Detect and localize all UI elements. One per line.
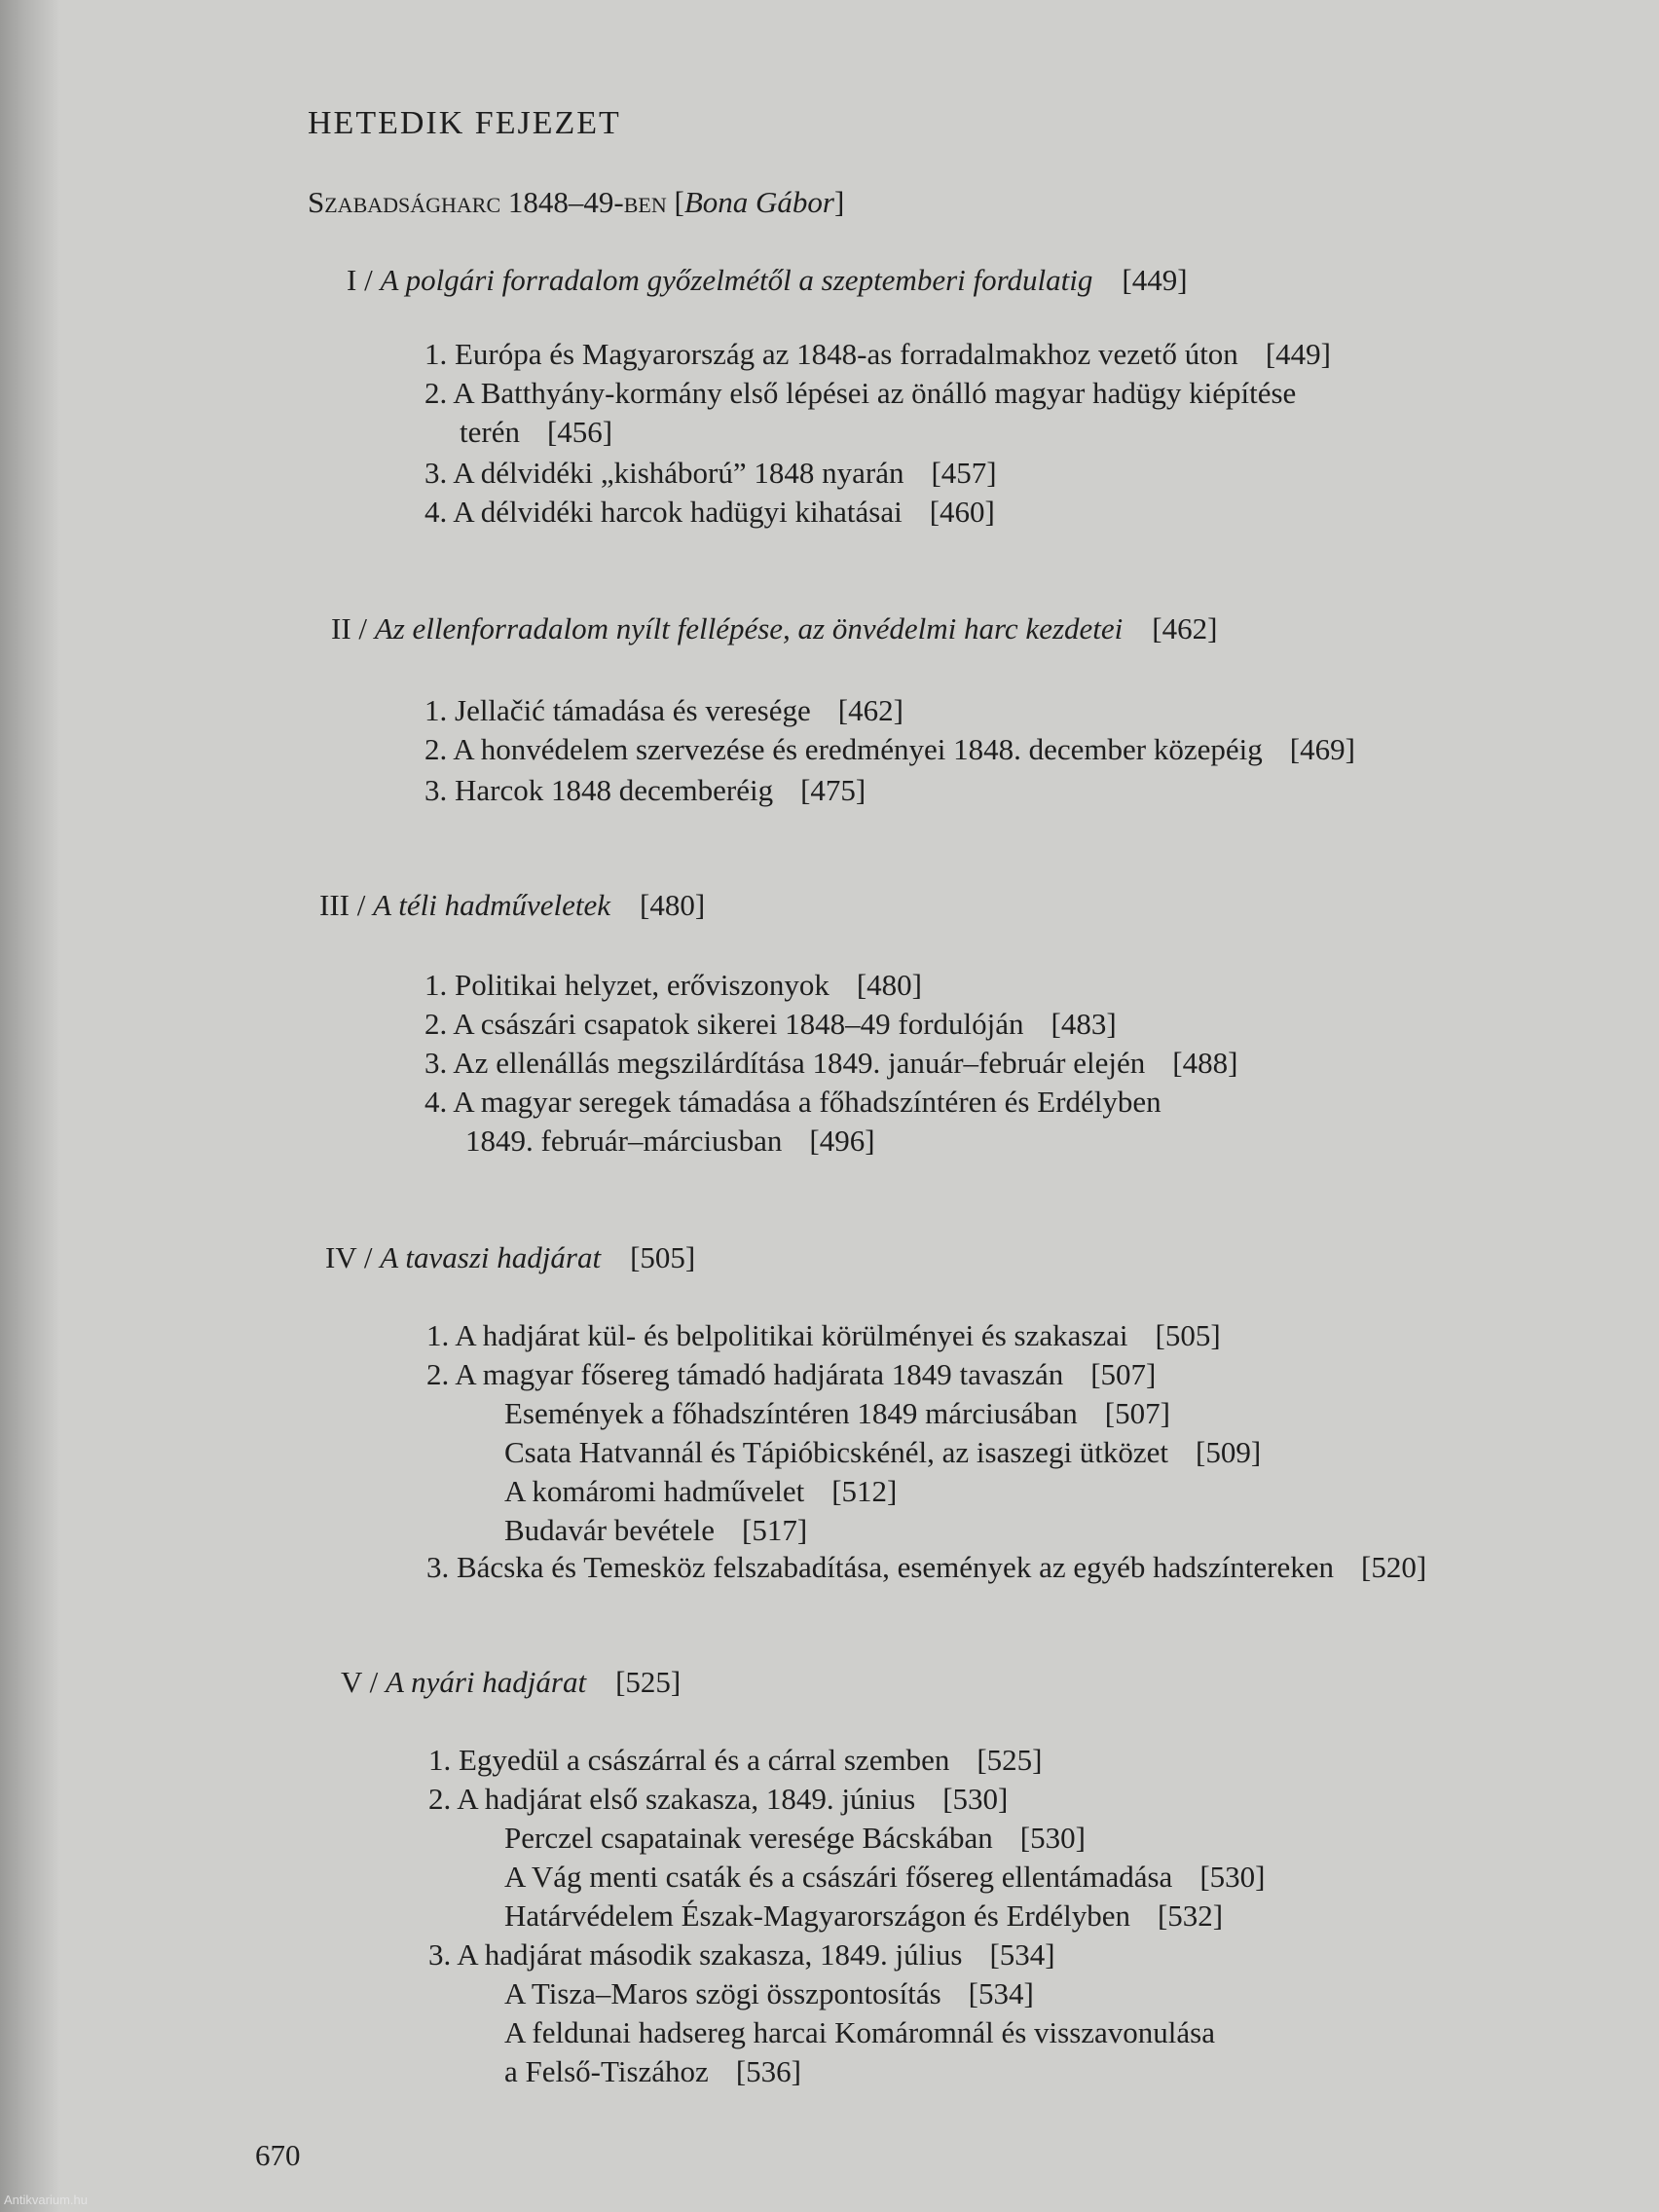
entry-title-continued: 1849. február–márciusban	[465, 1124, 783, 1158]
entry-title: Politikai helyzet, erőviszonyok	[455, 968, 830, 1002]
part-v-heading	[341, 1665, 681, 1700]
entry-page: [530]	[942, 1782, 1009, 1816]
subentry-page: [512]	[831, 1474, 898, 1508]
entry-page: [534]	[989, 1937, 1055, 1972]
part-page: [449]	[1122, 263, 1188, 297]
subentry-title: A feldunai hadsereg harcai Komáromnál és visszavonulása	[504, 2015, 1215, 2049]
entry-number: 3.	[424, 1046, 448, 1080]
entry-page: [488]	[1172, 1046, 1238, 1080]
toc-entry	[424, 1044, 1237, 1083]
entry-title: A honvédelem szervezése és eredményei 1848. december közepéig	[453, 732, 1263, 766]
toc-subentry	[504, 1472, 897, 1511]
subentry-page: [507]	[1104, 1396, 1170, 1430]
entry-title: A délvidéki harcok hadügyi kihatásai	[453, 495, 903, 529]
subentry-page: [530]	[1199, 1860, 1266, 1894]
entry-title: A magyar fősereg támadó hadjárata 1849 tavaszán	[455, 1357, 1064, 1391]
toc-entry-continuation	[465, 1122, 875, 1161]
entry-number: 2.	[426, 1357, 450, 1391]
entry-page: [469]	[1289, 732, 1355, 766]
part-numeral: III	[319, 888, 350, 922]
toc-subentry	[504, 1433, 1261, 1472]
part-numeral: IV	[325, 1240, 357, 1274]
entry-page: [457]	[931, 456, 997, 490]
toc-entry-continuation	[460, 413, 612, 452]
part-ii-heading	[331, 611, 1217, 646]
toc-entry	[424, 771, 866, 810]
entry-page: [480]	[856, 968, 922, 1002]
toc-subentry	[504, 1897, 1223, 1936]
part-iv-heading	[325, 1240, 695, 1275]
toc-entry	[424, 966, 922, 1005]
entry-title: Harcok 1848 decemberéig	[455, 773, 774, 807]
part-numeral: II	[331, 611, 351, 645]
entry-number: 4.	[424, 495, 448, 529]
part-title: A tavaszi hadjárat	[380, 1240, 602, 1274]
part-title: A nyári hadjárat	[385, 1665, 587, 1699]
part-separator: /	[349, 888, 374, 922]
entry-title: Európa és Magyarország az 1848-as forradalmakhoz vezető úton	[455, 337, 1238, 371]
entry-number: 1.	[428, 1743, 452, 1777]
entry-title: A hadjárat második szakasza, 1849. július	[457, 1937, 963, 1972]
section-heading	[308, 185, 844, 220]
section-title-suffix: ben	[623, 185, 667, 219]
subentry-title: A Tisza–Maros szögi összpontosítás	[504, 1976, 941, 2010]
entry-page: [520]	[1361, 1550, 1427, 1584]
entry-number: 2.	[424, 1007, 448, 1041]
section-author: Bona Gábor	[683, 185, 834, 219]
entry-page: [475]	[800, 773, 866, 807]
toc-entry	[424, 1005, 1117, 1044]
subentry-page: [509]	[1196, 1435, 1262, 1469]
section-title: Szabadságharc	[308, 185, 501, 219]
entry-title: A hadjárat első szakasza, 1849. június	[457, 1782, 916, 1816]
entry-title-continued: terén	[460, 415, 520, 449]
part-separator: /	[350, 611, 375, 645]
subentry-page: [534]	[968, 1976, 1034, 2010]
entry-title: A délvidéki „kisháború” 1848 nyarán	[453, 456, 904, 490]
toc-subentry-continuation	[504, 2052, 801, 2091]
entry-page: [483]	[1051, 1007, 1117, 1041]
subentry-title-continued: a Felső-Tiszához	[504, 2054, 709, 2088]
part-page: [462]	[1152, 611, 1218, 645]
part-title: Az ellenforradalom nyílt fellépése, az önvédelmi harc kezdetei	[374, 611, 1124, 645]
toc-subentry	[504, 1511, 807, 1550]
toc-entry	[426, 1355, 1156, 1394]
subentry-page: [532]	[1157, 1899, 1224, 1933]
entry-page: [507]	[1090, 1357, 1157, 1391]
entry-page: [456]	[546, 415, 613, 449]
subentry-title: Budavár bevétele	[504, 1513, 716, 1547]
part-separator: /	[361, 1665, 386, 1699]
entry-title: Egyedül a császárral és a cárral szemben	[459, 1743, 950, 1777]
entry-title: A magyar seregek támadása a főhadszíntéren és Erdélyben	[453, 1085, 1161, 1119]
entry-number: 3.	[424, 456, 448, 490]
toc-entry	[428, 1780, 1008, 1819]
entry-title: Bácska és Temesköz felszabadítása, események az egyéb hadszíntereken	[457, 1550, 1335, 1584]
entry-number: 1.	[426, 1318, 450, 1352]
watermark: Antikvarium.hu	[4, 2193, 88, 2207]
subentry-page: [530]	[1019, 1821, 1086, 1855]
entry-number: 3.	[424, 773, 448, 807]
entry-title: A Batthyány-kormány első lépései az önálló magyar hadügy kiépítése	[453, 376, 1297, 410]
entry-page: [449]	[1265, 337, 1331, 371]
toc-entry	[424, 730, 1355, 769]
entry-page: [496]	[809, 1124, 875, 1158]
part-page: [525]	[615, 1665, 682, 1699]
entry-number: 1.	[424, 968, 448, 1002]
part-i-heading	[347, 263, 1188, 298]
entry-number: 2.	[424, 376, 448, 410]
entry-title: Jellačić támadása és veresége	[455, 693, 811, 727]
bracket-open: [	[666, 185, 684, 219]
toc-entry	[428, 1936, 1055, 1974]
part-numeral: I	[347, 263, 357, 297]
toc-entry	[428, 1741, 1042, 1780]
part-page: [480]	[640, 888, 706, 922]
subentry-title: A Vág menti csaták és a császári fősereg ellentámadása	[504, 1860, 1173, 1894]
toc-subentry	[504, 1858, 1265, 1897]
entry-number: 3.	[426, 1550, 450, 1584]
subentry-title: Események a főhadszíntéren 1849 márciusában	[504, 1396, 1078, 1430]
toc-entry	[424, 454, 997, 493]
toc-subentry	[504, 2013, 1215, 2052]
subentry-title: Határvédelem Észak-Magyarországon és Erdélyben	[504, 1899, 1130, 1933]
subentry-page: [517]	[742, 1513, 808, 1547]
toc-subentry	[504, 1394, 1170, 1433]
toc-subentry	[504, 1974, 1034, 2013]
toc-entry	[424, 335, 1331, 374]
entry-title: Az ellenállás megszilárdítása 1849. január–február elején	[453, 1046, 1146, 1080]
page-number: 670	[255, 2138, 301, 2172]
entry-number: 1.	[424, 337, 448, 371]
part-title: A polgári forradalom győzelmétől a szeptemberi fordulatig	[380, 263, 1093, 297]
bracket-close: ]	[833, 185, 845, 219]
entry-number: 2.	[428, 1782, 452, 1816]
book-binding-shadow	[0, 0, 60, 2212]
entry-number: 1.	[424, 693, 448, 727]
entry-title: A hadjárat kül- és belpolitikai körülményei és szakaszai	[455, 1318, 1128, 1352]
part-separator: /	[356, 1240, 381, 1274]
subentry-title: Csata Hatvannál és Tápióbicskénél, az isaszegi ütközet	[504, 1435, 1169, 1469]
toc-entry	[424, 374, 1296, 413]
entry-page: [505]	[1155, 1318, 1221, 1352]
entry-number: 4.	[424, 1085, 448, 1119]
entry-page: [525]	[977, 1743, 1043, 1777]
subentry-title: A komáromi hadművelet	[504, 1474, 805, 1508]
toc-entry	[426, 1548, 1426, 1587]
toc-entry	[424, 1083, 1161, 1122]
part-numeral: V	[341, 1665, 362, 1699]
toc-entry	[426, 1316, 1221, 1355]
section-years: 1848–49-	[500, 185, 624, 219]
entry-number: 3.	[428, 1937, 452, 1972]
subentry-title: Perczel csapatainak veresége Bácskában	[504, 1821, 993, 1855]
part-page: [505]	[630, 1240, 696, 1274]
part-iii-heading	[319, 888, 705, 923]
part-title: A téli hadműveletek	[373, 888, 610, 922]
entry-number: 2.	[424, 732, 448, 766]
toc-entry	[424, 493, 995, 532]
part-separator: /	[356, 263, 381, 297]
entry-title: A császári csapatok sikerei 1848–49 fordulóján	[453, 1007, 1024, 1041]
toc-subentry	[504, 1819, 1086, 1858]
entry-page: [460]	[929, 495, 995, 529]
subentry-page: [536]	[735, 2054, 801, 2088]
entry-page: [462]	[837, 693, 903, 727]
chapter-heading: HETEDIK FEJEZET	[308, 105, 621, 141]
toc-entry	[424, 691, 903, 730]
